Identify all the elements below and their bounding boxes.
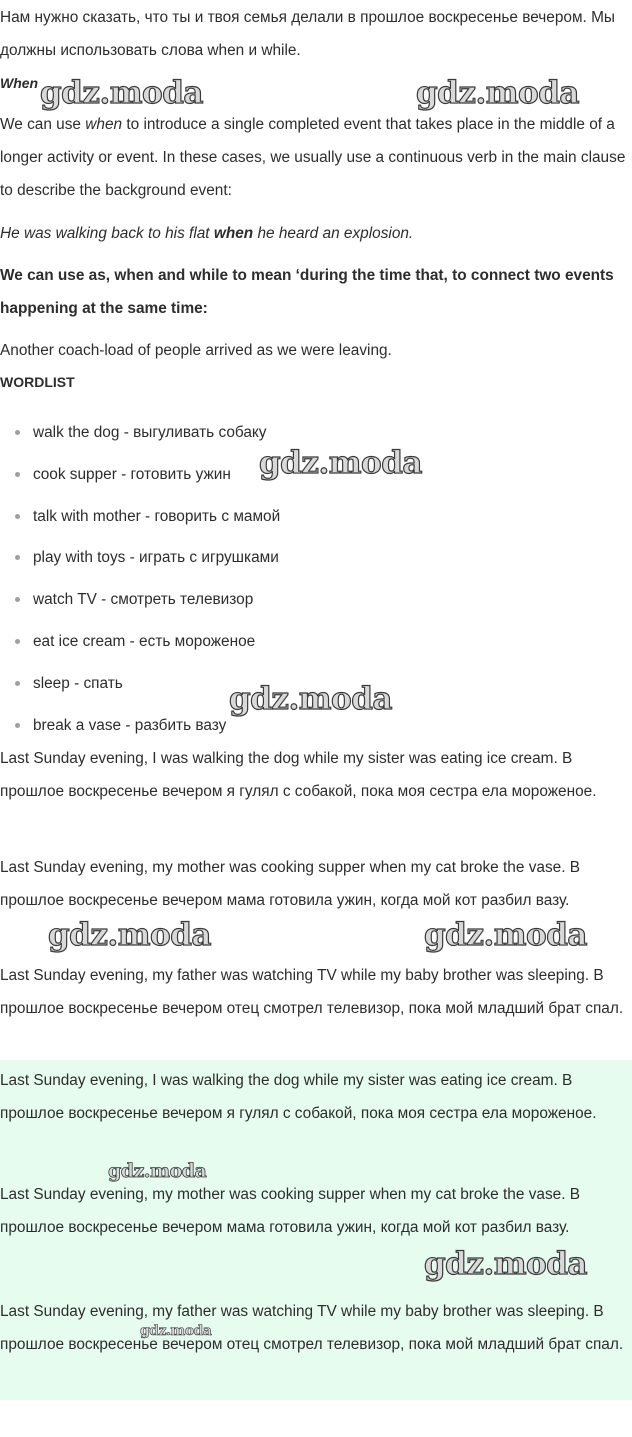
watermark: gdz.moda — [48, 917, 211, 953]
example-when-keyword: when — [213, 225, 254, 242]
bullet-icon — [15, 723, 20, 728]
bullet-icon — [15, 597, 20, 602]
example-sentence: Last Sunday evening, my mother was cooking supper when my cat broke the vase. В прошлое воскресенье вечером мама готовила ужин, когда мой кот разбил вазу. — [0, 859, 581, 909]
answer-sentence: Last Sunday evening, my mother was cooking supper when my cat broke the vase. В прошлое воскресенье вечером мама готовила ужин, когда мой кот разбил вазу. — [0, 1186, 581, 1236]
answer-sentence: Last Sunday evening, I was walking the dog while my sister was eating ice cream. В прошлое воскресенье вечером я гулял с собакой, пока моя сестра ела мороженое. — [0, 1072, 597, 1122]
when-heading: When — [0, 75, 39, 91]
rule-when-keyword: when — [85, 116, 123, 133]
list-item — [0, 583, 632, 625]
list-item — [0, 500, 632, 542]
wordlist-item-text: watch TV - смотреть телевизор — [33, 591, 254, 609]
bullet-icon — [15, 639, 20, 644]
example-when — [0, 217, 632, 250]
bullet-icon — [15, 555, 20, 560]
watermark: gdz.moda — [40, 75, 203, 111]
bullet-icon — [15, 430, 20, 435]
bullet-icon — [15, 472, 20, 477]
rule-when-after: to introduce a single completed event that takes place in the middle of a longer activity or event. In these cases, we usually use a continuous verb in the main clause to describe the background event: — [0, 116, 626, 199]
wordlist-heading: WORDLIST — [0, 374, 75, 390]
watermark: gdz.moda — [229, 681, 392, 717]
list-item — [0, 625, 632, 667]
wordlist-item-text: eat ice cream - есть мороженое — [33, 632, 256, 650]
wordlist-item-text: play with toys - играть с игрушками — [33, 549, 279, 567]
list-item — [0, 541, 632, 583]
watermark: gdz.moda — [416, 75, 579, 111]
example-when-before: He was walking back to his flat — [0, 225, 214, 242]
bullet-icon — [15, 514, 20, 519]
example-when-after: he heard an explosion. — [253, 225, 414, 242]
wordlist-item-text: walk the dog - выгуливать собаку — [33, 424, 267, 441]
intro-text: Нам нужно сказать, что ты и твоя семья делали в прошлое воскресенье вечером. Мы должны использовать слова when и while. — [0, 9, 615, 59]
rule-when — [0, 108, 632, 207]
rule-when-before: We can use — [0, 116, 86, 133]
example-sentence: Last Sunday evening, I was walking the dog while my sister was eating ice cream. В прошлое воскресенье вечером я гулял с собакой, пока моя сестра ела мороженое. — [0, 750, 597, 800]
wordlist-item-text: talk with mother - говорить с мамой — [33, 507, 281, 525]
watermark: gdz.moda — [140, 1323, 212, 1339]
example-as: Another coach-load of people arrived as we were leaving. — [0, 342, 392, 359]
wordlist-item-text: cook supper - готовить ужин — [33, 465, 231, 483]
rule-as-when-while: We can use as, when and while to mean ‘during the time that, to connect two events happening at the same time: — [0, 267, 614, 317]
wordlist-item-text: sleep - спать — [33, 674, 123, 692]
bullet-icon — [15, 681, 20, 686]
answer-sentence: Last Sunday evening, my father was watching TV while my baby brother was sleeping. В прошлое воскресенье вечером отец смотрел телевизор, пока мой младший брат спал. — [0, 1303, 624, 1353]
watermark: gdz.moda — [259, 445, 422, 481]
example-sentence: Last Sunday evening, my father was watching TV while my baby brother was sleeping. В прошлое воскресенье вечером отец смотрел телевизор, пока мой младший брат спал. — [0, 967, 624, 1017]
wordlist-item-text: break a vase - разбить вазу — [33, 716, 227, 734]
watermark: gdz.moda — [108, 1160, 207, 1182]
watermark: gdz.moda — [424, 917, 587, 953]
watermark: gdz.moda — [424, 1246, 587, 1282]
